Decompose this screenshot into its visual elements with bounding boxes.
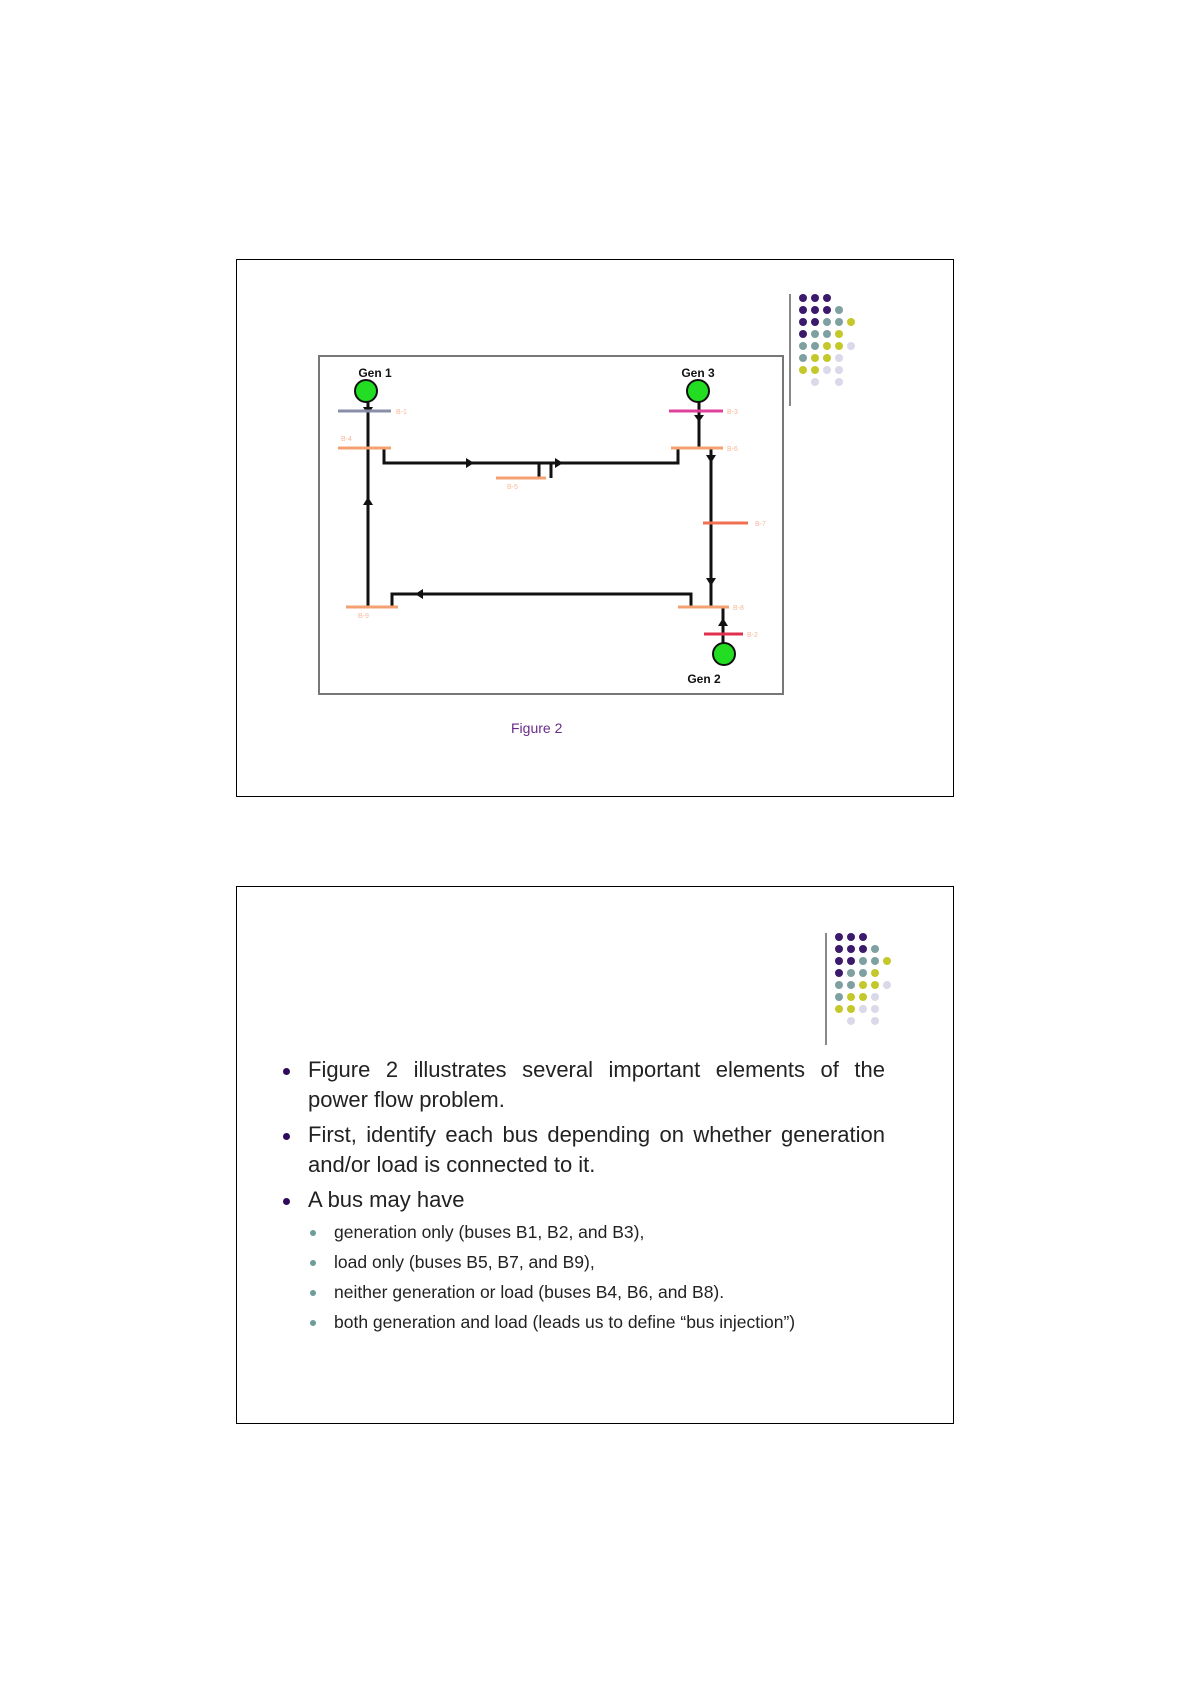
- sub-bullet-item: generation only (buses B1, B2, and B3),: [334, 1220, 885, 1245]
- bus-label: B-1: [396, 409, 407, 416]
- decorative-dot: [871, 957, 879, 965]
- arrow-down-icon: [694, 415, 704, 422]
- decorative-dot: [859, 933, 867, 941]
- sub-bullet-item: both generation and load (leads us to define “bus injection”): [334, 1310, 885, 1335]
- arrow-right-icon: [466, 458, 474, 468]
- decorative-dot: [859, 993, 867, 1001]
- decorative-dot: [847, 1005, 855, 1013]
- decorative-dot: [847, 993, 855, 1001]
- arrow-right-icon: [555, 458, 563, 468]
- arrow-up-icon: [718, 618, 728, 626]
- bullet-item: A bus may have: [281, 1185, 885, 1215]
- decorative-dot: [835, 957, 843, 965]
- decorative-dot: [847, 945, 855, 953]
- bus-label: B-6: [727, 446, 738, 453]
- decorative-dot: [871, 981, 879, 989]
- diagram-frame: [319, 356, 783, 694]
- arrow-up-icon: [363, 497, 373, 505]
- bus-label: B-8: [733, 605, 744, 612]
- power-system-diagram: [237, 260, 953, 796]
- generator-3-icon: [687, 380, 709, 402]
- decorative-dot: [871, 945, 879, 953]
- bullet-item: Figure 2 illustrates several important elements of the power flow problem.: [281, 1055, 885, 1115]
- generator-2-icon: [713, 643, 735, 665]
- bus-label: B-5: [507, 484, 518, 491]
- arrow-down-icon: [706, 578, 716, 586]
- decorative-dot: [835, 993, 843, 1001]
- decorative-dot: [847, 957, 855, 965]
- decorative-dot: [835, 1005, 843, 1013]
- bus-label: B-9: [358, 613, 369, 620]
- figure-caption: Figure 2: [511, 720, 563, 736]
- slide-body: [281, 1055, 885, 1340]
- bus-label: B-7: [755, 521, 766, 528]
- decorative-dot: [883, 981, 891, 989]
- decorative-dot: [859, 957, 867, 965]
- decorative-dot: [871, 1005, 879, 1013]
- gen-label: Gen 2: [687, 672, 721, 686]
- decorative-dot: [847, 1017, 855, 1025]
- arrow-down-icon: [706, 455, 716, 463]
- bus-label: B-2: [747, 632, 758, 639]
- decorative-dot: [859, 945, 867, 953]
- decorative-dot: [859, 1005, 867, 1013]
- slide-bus-types: [236, 886, 954, 1424]
- slide-figure-2: [236, 259, 954, 797]
- bus-label: B-3: [727, 409, 738, 416]
- sub-bullet-item: load only (buses B5, B7, and B9),: [334, 1250, 885, 1275]
- decorative-divider: [825, 933, 827, 1045]
- decorative-dot: [883, 957, 891, 965]
- decorative-dot: [859, 981, 867, 989]
- bus-label: B-4: [341, 436, 352, 443]
- bullet-item: First, identify each bus depending on whether generation and/or load is connected to it.: [281, 1120, 885, 1180]
- decorative-dot: [871, 1017, 879, 1025]
- arrow-left-icon: [415, 589, 423, 599]
- decorative-dot: [859, 969, 867, 977]
- decorative-dot: [835, 945, 843, 953]
- decorative-dot: [871, 969, 879, 977]
- transmission-lines: [368, 398, 723, 645]
- decorative-dot: [847, 969, 855, 977]
- decorative-dot: [835, 981, 843, 989]
- gen-label: Gen 1: [358, 366, 392, 380]
- bus-bars: [338, 411, 748, 634]
- gen-label: Gen 3: [681, 366, 715, 380]
- generator-1-icon: [355, 380, 377, 402]
- decorative-dot: [835, 969, 843, 977]
- sub-bullet-item: neither generation or load (buses B4, B6, and B8).: [334, 1280, 885, 1305]
- decorative-dot: [847, 933, 855, 941]
- line-b8-b9: [392, 594, 691, 607]
- decorative-dot: [847, 981, 855, 989]
- decorative-dot: [835, 933, 843, 941]
- decorative-dot: [871, 993, 879, 1001]
